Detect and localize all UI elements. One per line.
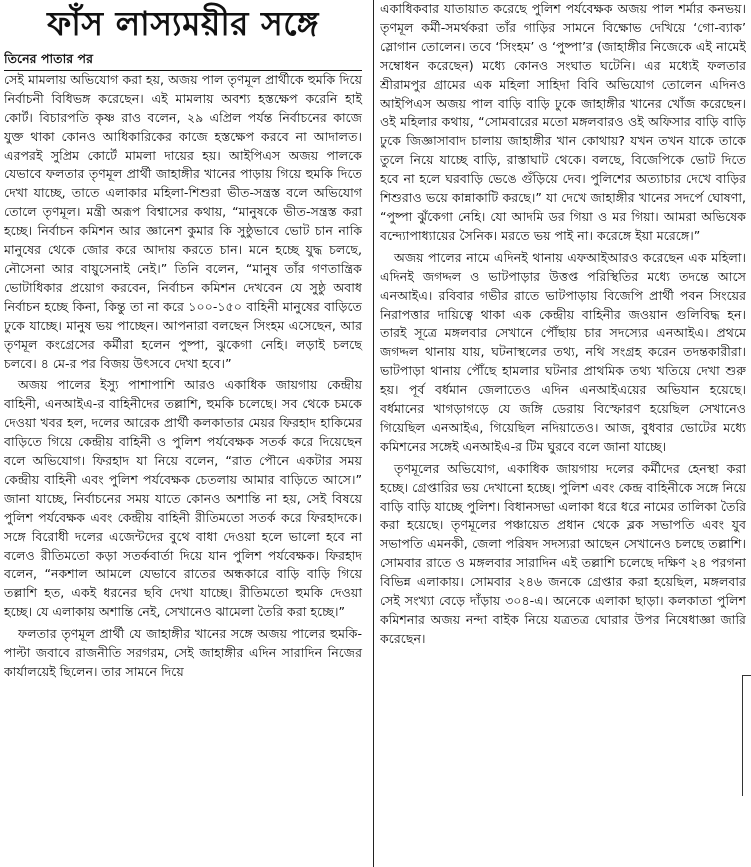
left-paragraph-3: ফলতার তৃণমূল প্রার্থী যে জাহাঙ্গীর খানের সঙ্গে অজয় পালের হুমকি-পাল্টা জবাবে রাজনীতি সরগরম, সেই জাহাঙ্গীর এদিন সারাদিন নিজের কার্যালয়েই ছিলেন। তার সামনে দিয়ে xyxy=(4,626,362,679)
right-paragraph-2: অজয় পালের নামে এদিনই থানায় এফআইআরও করেছেন এক মহিলা। এদিনই জগদ্দল ও ভাটপাড়ার উত্তপ্ত পরিস্থিতির মধ্যে তদন্তে আসে এনআইএ। রবিবার গভীর রাতে ভাটপাড়ায় বিজেপি প্রার্থী পবন সিংয়ের নিরাপত্তার দায়িত্বে থাকা এক কেন্দ্রীয় বাহিনীর জওয়ান গুলিবিদ্ধ হন। তারই সূত্রে মঙ্গলবার সেখানে পৌঁছায় চার সদস্যের এনআইএ। প্রথমে জগদ্দল থানায় যায়, ঘটনাস্থলের তথ্য, নথি সংগ্রহ করেন তদন্তকারীরা। ভাটপাড়া থানায় পৌঁছে হামলার ঘটনার প্রাথমিক তথ্য খতিয়ে দেখা শুরু হয়। পূর্ব বর্ধমান জেলাতেও এদিন এনআইএয়ের অভিযান হয়েছে। বর্ধমানের খাগড়াগড়ে যে জঙ্গি ডেরায় বিস্ফোরণ হয়েছিল সেখানেও গিয়েছিল এনআইএ, গিয়েছিল নদিয়াতেও। আজ, বুধবার ভোটের মধ্যে কমিশনের সঙ্গেই এনআইএ-র টিম ঘুরবে বলে জানা যাচ্ছে। xyxy=(380,249,746,454)
page-edge-mark xyxy=(742,675,751,796)
column-divider xyxy=(373,0,374,867)
left-column xyxy=(4,0,368,867)
headline: ফাঁস লাস্যময়ীর সঙ্গে xyxy=(47,4,319,43)
continued-from-label: তিনের পাতার পর xyxy=(4,50,362,71)
left-paragraph-2: অজয় পালের ইস্যু পাশাপাশি আরও একাধিক জায়গায় কেন্দ্রীয় বাহিনী, এনআইএ-র বাহিনীদের তল্লাশি, হুমকি চলেছে। সব থেকে চমকে দেওয়া খবর হল, দলের আরেক প্রার্থী কলকাতার মেয়র ফিরহাদ হাকিমের বাড়িতে গিয়ে কেন্দ্রীয় বাহিনী ও পুলিশ পর্যবেক্ষক সতর্ক করে দিয়েছেন বলে অভিযোগ। ফিরহাদ যা নিয়ে বলেন, “রাত পৌনে একটার সময় কেন্দ্রীয় বাহিনী এবং পুলিশ পর্যবেক্ষক চেতলায় আমার বাড়িতে আসে।” জানা যাচ্ছে, নির্বাচনের সময় যাতে কোনও অশান্তি না হয়, সেই বিষয়ে পুলিশ পর্যবেক্ষক এবং কেন্দ্রীয় বাহিনী রীতিমতো সতর্ক করে ফিরহাদকে। সঙ্গে বিরোধী দলের এজেন্টদের বুথে বাধা দেওয়া হলে ভালো হবে না বলেও রীতিমতো কড়া সতর্কবার্তা দিয়ে যান পুলিশ পর্যবেক্ষক। ফিরহাদ বলেন, “নকশাল আমলে যেভাবে রাতের অন্ধকারে বাড়ি বাড়ি গিয়ে তল্লাশি হত, একই ধরনের ছবি দেখা যাচ্ছে। রীতিমতো হুমকি দেওয়া হচ্ছে। যে এলাকায় অশান্তি নেই, সেখানেও ঝামেলা তৈরি করা হচ্ছে।” xyxy=(4,377,362,620)
left-paragraph-1: সেই মামলায় অভিযোগ করা হয়, অজয় পাল তৃণমূল প্রার্থীকে হুমকি দিয়ে নির্বাচনী বিধিভঙ্গ করেছেন। এই মামলায় অবশ্য হস্তক্ষেপ করেনি হাই কোর্ট। বিচারপতি কৃষ্ণ রাও বলেন, ২৯ এপ্রিল পর্যন্ত নির্বাচনের কাজে যুক্ত থাকা কোনও আধিকারিকের কাজে হস্তক্ষেপ করবে না আদালত। এরপরই সুপ্রিম কোর্টে মামলা দায়ের হয়। আইপিএস অজয় পালকে যেভাবে ফলতার তৃণমূল প্রার্থী জাহাঙ্গীর খানের পাড়ায় গিয়ে হুমকি দিতে দেখা যাচ্ছে, তাতে এলাকার মহিলা-শিশুরা ভীত-সন্ত্রস্ত বলে অভিযোগ তোলে তৃণমূল। মন্ত্রী অরূপ বিশ্বাসের কথায়, “মানুষকে ভীত-সন্ত্রস্ত করা হচ্ছে। নির্বাচন কমিশন আর জ্ঞানেশ কুমার কি সুষ্ঠুভাবে ভোট চান নাকি মানুষের থেকে জোর করে আদায় করতে চান। মনে হচ্ছে যুদ্ধ চলছে, নৌসেনা আর বায়ুসেনাই নেই।” তিনি বলেন, “মানুষ তাঁর গণতান্ত্রিক ভোটাধিকার প্রয়োগ করবেন, নির্বাচন কমিশন দেখবেন যে সুষ্ঠু অবাধ নির্বাচন হচ্ছে কিনা, কিন্তু তা না করে ১০০-১৫০ বাহিনী মানুষের বাড়িতে ঢুকে যাচ্ছে। মানুষ ভয় পাচ্ছেন। আপনারা বলছেন সিংহম এসেছেন, আর তৃণমূল কংগ্রেসের কর্মীরা হলেন পুষ্পা, ঝুকেগা নেহি। লড়াই চলছে চলবে। ৪ মে-র পর বিজয় উৎসবে দেখা হবে।” xyxy=(4,71,362,371)
right-paragraph-3: তৃণমূলের অভিযোগ, একাধিক জায়গায় দলের কর্মীদের হেনস্থা করা হচ্ছে। গ্রেপ্তারির ভয় দেখানো হচ্ছে। পুলিশ এবং কেন্দ্র বাহিনীকে সঙ্গে নিয়ে বাড়ি বাড়ি যাচ্ছে পুলিশ। বিধানসভা এলাকা ধরে ধরে নামের তালিকা তৈরি করা হয়েছে। তৃণমূলের পঞ্চায়েত প্রধান থেকে ব্লক সভাপতি এবং যুব সভাপতি এমনকী, জেলা পরিষদ সদস্যরা আছেন সেখানেও চলছে তল্লাশি। সোমবার রাতে ও মঙ্গলবার সারাদিন এই তল্লাশি চলেছে দক্ষিণ ২৪ পরগনা বিভিন্ন এলাকায়। সোমবার ২৪৬ জনকে গ্রেপ্তার করা হয়েছিল, মঙ্গলবার সেই সংখ্যা বেড়ে দাঁড়ায় ৩০৪-এ। অনেকে এলাকা ছাড়া। কলকাতা পুলিশ কমিশনার অজয় নন্দা বাইক নিয়ে যত্রতত্র ঘোরার উপর নিষেধাজ্ঞা জারি করেছেন। xyxy=(380,460,746,646)
right-column xyxy=(380,0,746,867)
right-paragraph-1: একাধিকবার যাতায়াত করেছে পুলিশ পর্যবেক্ষক অজয় পাল শর্মার কনভয়। তৃণমূল কর্মী-সমর্থকরা তাঁর গাড়ির সামনে বিক্ষোভ দেখিয়ে ‘গো-ব্যাক’ স্লোগান তোলেন। তবে ‘সিংহম’ ও ‘পুষ্পা’র (জাহাঙ্গীর নিজেকে এই নামেই সম্বোধন করেছেন) মধ্যে কোনও সংঘাত ঘটেনি। এর মধ্যেই ফলতার শ্রীরামপুর গ্রামের এক মহিলা সাহিদা বিবি অভিযোগ তোলেন এদিনও আইপিএস অজয় পাল বাড়ি বাড়ি ঢুকে জাহাঙ্গীর খানের খোঁজ করেছেন। ওই মহিলার কথায়, “সোমবারের মতো মঙ্গলবারও ওই অফিসার বাড়ি বাড়ি ঢুকে জিজ্ঞাসাবাদ চালায় জাহাঙ্গীর খান কোথায়? যখন তখন যাকে তাকে তুলে নিয়ে যাচ্ছে বাড়ি, রাস্তাঘাট থেকে। বলছে, বিজেপিকে ভোট দিতে হবে না হলে ঘরবাড়ি ভেঙে গুঁড়িয়ে দেব। পুলিশের অত্যাচার দেখে বাড়ির শিশুরাও ভয়ে কান্নাকাটি করছে।” যা দেখে জাহাঙ্গীর খানের সদর্পে ঘোষণা, “পুষ্পা ঝুঁকেগা নেহি। যো আদমি ডর গিয়া ও মর গিয়া। আমরা অভিষেক বন্দ্যোপাধ্যায়ের সৈনিক। মরতে ভয় পাই না। করেঙ্গে ইয়া মরেঙ্গে।” xyxy=(380,1,746,243)
